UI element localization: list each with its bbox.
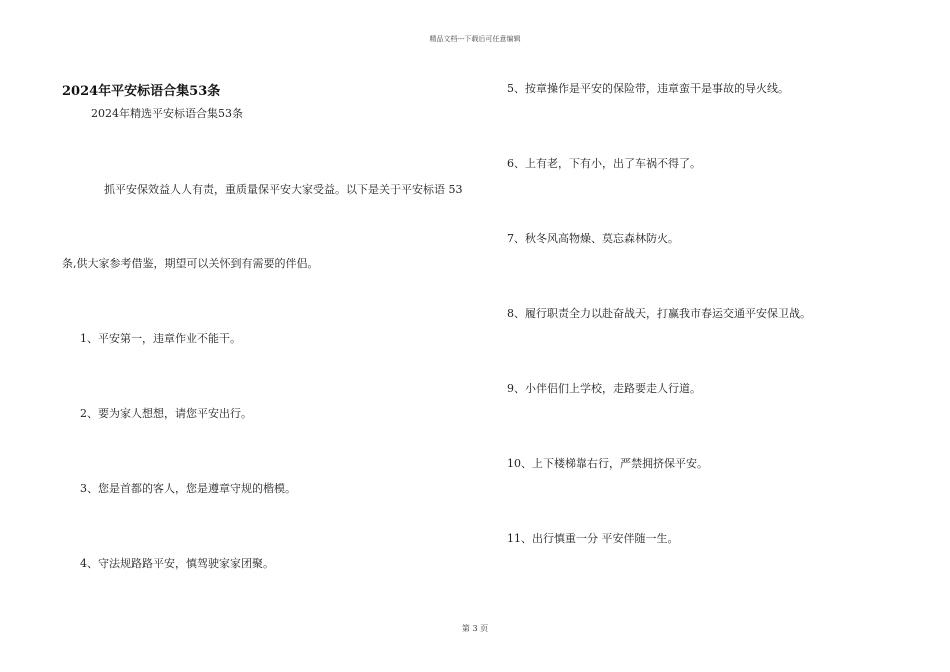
intro-line-2: 条,供大家参考借鉴，期望可以关怀到有需要的伴侣。 [62, 257, 319, 270]
slogan-item-5: 5、按章操作是平安的保险带，违章蛮干是事故的导火线。 [507, 82, 789, 95]
slogan-item-4: 4、守法规路路平安，慎驾驶家家团聚。 [80, 557, 274, 570]
document-title: 2024年平安标语合集53条 [62, 84, 221, 99]
slogan-item-9: 9、小伴侣们上学校，走路要走人行道。 [507, 382, 701, 395]
slogan-item-3: 3、您是首都的客人，您是遵章守规的楷模。 [80, 482, 296, 495]
header-note: 精品文档---下载后可任意编辑 [429, 35, 521, 43]
slogan-item-6: 6、上有老，下有小，出了车祸不得了。 [507, 157, 701, 170]
slogan-item-8: 8、履行职责全力以赴奋战天，打赢我市春运交通平安保卫战。 [507, 307, 811, 320]
slogan-item-11: 11、出行慎重一分 平安伴随一生。 [507, 532, 679, 545]
intro-line-1: 抓平安保效益人人有责，重质量保平安大家受益。以下是关于平安标语 53 [104, 183, 463, 196]
page-number: 第 3 页 [461, 624, 489, 633]
document-subtitle: 2024年精选平安标语合集53条 [91, 107, 243, 120]
slogan-item-7: 7、秋冬风高物燥、莫忘森林防火。 [507, 232, 679, 245]
slogan-item-2: 2、要为家人想想，请您平安出行。 [80, 407, 252, 420]
slogan-item-10: 10、上下楼梯靠右行，严禁拥挤保平安。 [507, 457, 708, 470]
slogan-item-1: 1、平安第一，违章作业不能干。 [80, 332, 241, 345]
